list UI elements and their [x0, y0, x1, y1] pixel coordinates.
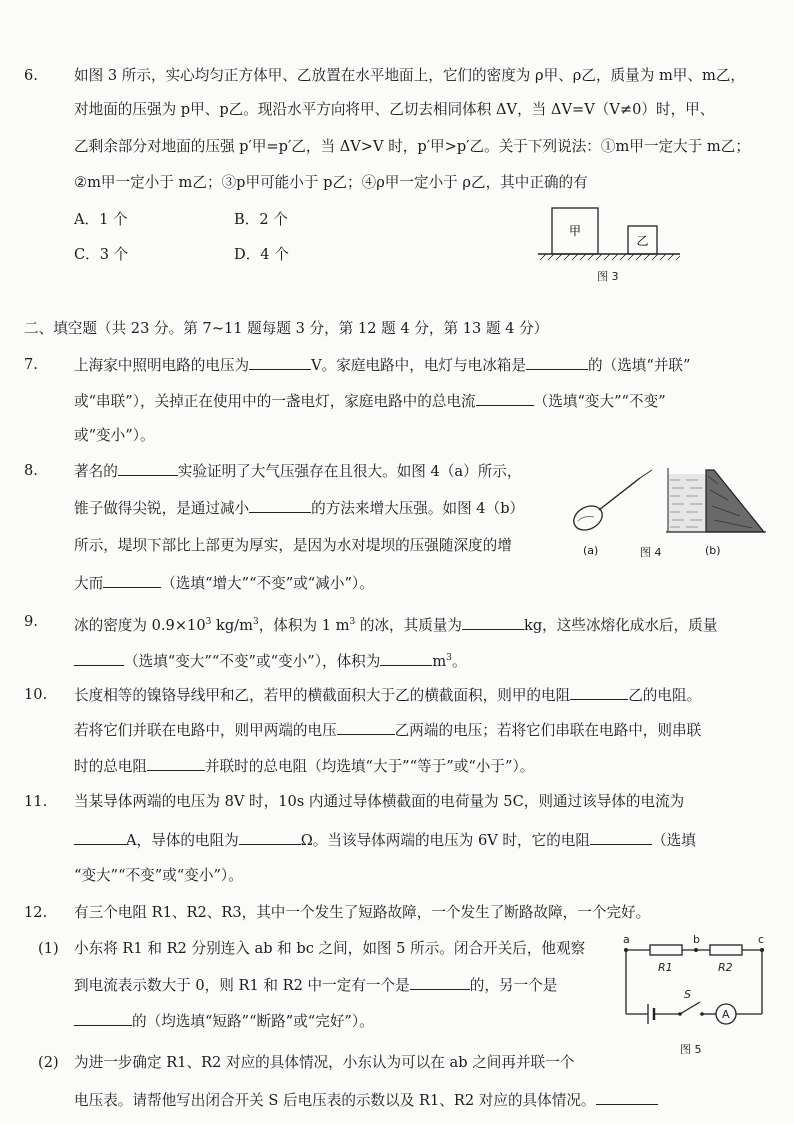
q6-number: 6. [24, 67, 38, 84]
q6-option-b: B．2 个 [234, 211, 288, 228]
label-yi: 乙 [636, 234, 649, 248]
resistor-r2 [710, 945, 742, 955]
r2-label: R2 [718, 961, 733, 974]
q9-line1: 冰的密度为 $0.9\times 10^3$ $kg/m^3$，体积为 1 $m^3$ 的冰，其质量为 kg，这些冰熔化成水后，质量 [74, 617, 718, 634]
ground-hatching [540, 254, 680, 260]
switch-s [680, 1002, 700, 1014]
ammeter-label: A [722, 1008, 730, 1021]
q12-blank-3[interactable] [596, 1090, 658, 1105]
q7-blank-3[interactable] [476, 391, 534, 406]
q12-part1-line2: 到电流表示数大于 0，则 R1 和 R2 中一定有一个是 的，另一个是 [74, 977, 558, 994]
figure-4-caption: 图 4 [640, 546, 662, 559]
figure-4a-label: (a) [583, 544, 599, 557]
q9-line2: （选填“变大”“不变”或“变小”），体积为 $m^3$。 [74, 648, 467, 672]
q7-number: 7. [24, 356, 38, 373]
q9-blank-2[interactable] [74, 651, 124, 666]
q8-blank-1[interactable] [118, 461, 178, 476]
q12-blank-2[interactable] [74, 1011, 132, 1026]
q8-line1: 著名的 实验证明了大气压强存在且很大。如图 4（a）所示， [74, 463, 522, 480]
q6-option-d: D．4 个 [234, 246, 289, 263]
q12-part2-line2: 电压表。请帮他写出闭合开关 S 后电压表的示数以及 R1、R2 对应的具体情况。 [74, 1090, 658, 1111]
q7-line3: 或“变小”）。 [74, 427, 155, 444]
q8-number: 8. [24, 462, 38, 479]
figure-5-circuit [612, 934, 772, 1034]
q7-line1: 上海家中照明电路的电压为 V。家庭电路中，电灯与电冰箱是 的（选填“并联” [74, 357, 691, 374]
q8-line2: 锥子做得尖锐，是通过减小 的方法来增大压强。如图 4（b） [74, 500, 525, 517]
q12-part1-line1: 小东将 R1 和 R2 分别连入 ab 和 bc 之间，如图 5 所示。闭合开关后，他观察 [74, 940, 586, 957]
q6-option-c: C．3 个 [74, 246, 129, 263]
q11-line1: 当某导体两端的电压为 8V 时，10s 内通过导体横截面的电荷量为 5C，则通过该导体的电流为 [74, 793, 685, 810]
q11-line2: A，导体的电阻为 Ω。当该导体两端的电压为 6V 时，它的电阻 （选填 [74, 830, 696, 851]
q12-part1-number: (1) [38, 940, 59, 957]
q12-part2-number: (2) [38, 1054, 59, 1071]
q12-part1-line3: 的（均选填“短路”“断路”或“完好”）。 [74, 1011, 374, 1032]
q10-blank-2[interactable] [337, 720, 395, 735]
resistor-r1 [650, 945, 682, 955]
q8-blank-2[interactable] [249, 498, 311, 513]
q11-blank-1[interactable] [74, 830, 126, 845]
switch-label: S [684, 988, 691, 1001]
awl-figure [570, 470, 652, 535]
q6-line4: ②m甲一定小于 m乙；③p甲可能小于 p乙；④ρ甲一定小于 ρ乙，其中正确的有 [74, 174, 588, 191]
q10-line2: 若将它们并联在电路中，则甲两端的电压 乙两端的电压；若将它们串联在电路中，则串联 [74, 722, 702, 739]
r1-label: R1 [658, 961, 673, 974]
node-a-label: a [623, 934, 630, 946]
q11-blank-2[interactable] [239, 830, 301, 845]
q12-part2-line1: 为进一步确定 R1、R2 对应的具体情况，小东认为可以在 ab 之间再并联一个 [74, 1054, 575, 1071]
q11-line3: “变大”“不变”或“变小”）。 [74, 867, 243, 884]
node-c-label: c [758, 934, 765, 946]
q6-line3: 乙剩余部分对地面的压强 p′甲=p′乙，当 ΔV>V 时，p′甲>p′乙。关于下列说法：①m甲一定大于 m乙； [74, 138, 750, 155]
q7-blank-2[interactable] [526, 355, 588, 370]
figure-5-caption: 图 5 [680, 1043, 702, 1056]
q9-blank-1[interactable] [462, 615, 524, 630]
q7-blank-1[interactable] [249, 355, 311, 370]
q10-blank-3[interactable] [147, 756, 205, 771]
q6-line1: 如图 3 所示，实心均匀正方体甲、乙放置在水平地面上，它们的密度为 ρ甲、ρ乙，质量为 m甲、m乙， [74, 67, 746, 84]
figure-3-caption: 图 3 [597, 270, 619, 283]
q9-blank-3[interactable] [380, 651, 432, 666]
q10-line1: 长度相等的镍铬导线甲和乙，若甲的横截面积大于乙的横截面积，则甲的电阻 乙的电阻。 [74, 687, 702, 704]
node-b-label: b [693, 934, 700, 946]
figure-4b-label: (b) [705, 544, 721, 557]
q10-number: 10. [24, 686, 48, 703]
q7-line2: 或“串联”），关掉正在使用中的一盏电灯，家庭电路中的总电流 （选填“变大”“不变” [74, 393, 666, 410]
q6-line2: 对地面的压强为 p甲、p乙。现沿水平方向将甲、乙切去相同体积 ΔV，当 ΔV=V（V≠0）时，甲、 [74, 101, 715, 118]
label-jia: 甲 [568, 224, 582, 238]
q10-line3: 时的总电阻 并联时的总电阻（均选填“大于”“等于”或“小于”）。 [74, 758, 535, 775]
q11-number: 11. [24, 793, 48, 810]
dam-figure [666, 468, 766, 532]
figure-4-drawing [568, 466, 768, 538]
q12-number: 12. [24, 904, 48, 921]
q6-option-a: A．1 个 [74, 211, 128, 228]
q12-line1: 有三个电阻 R1、R2、R3，其中一个发生了短路故障，一个发生了断路故障，一个完好。 [74, 904, 651, 921]
section-2-heading: 二、填空题（共 23 分。第 7~11 题每题 3 分，第 12 题 4 分，第 13 题 4 分） [24, 320, 549, 337]
q11-blank-3[interactable] [590, 830, 652, 845]
q10-blank-1[interactable] [570, 685, 628, 700]
q8-blank-3[interactable] [103, 573, 161, 588]
q12-blank-1[interactable] [410, 975, 470, 990]
q8-line4: 大而 （选填“增大”“不变”或“减小”）。 [74, 575, 374, 592]
q9-number: 9. [24, 613, 38, 630]
q8-line3: 所示，堤坝下部比上部更为厚实，是因为水对堤坝的压强随深度的增 [74, 537, 512, 554]
figure-3-cubes [534, 203, 684, 265]
